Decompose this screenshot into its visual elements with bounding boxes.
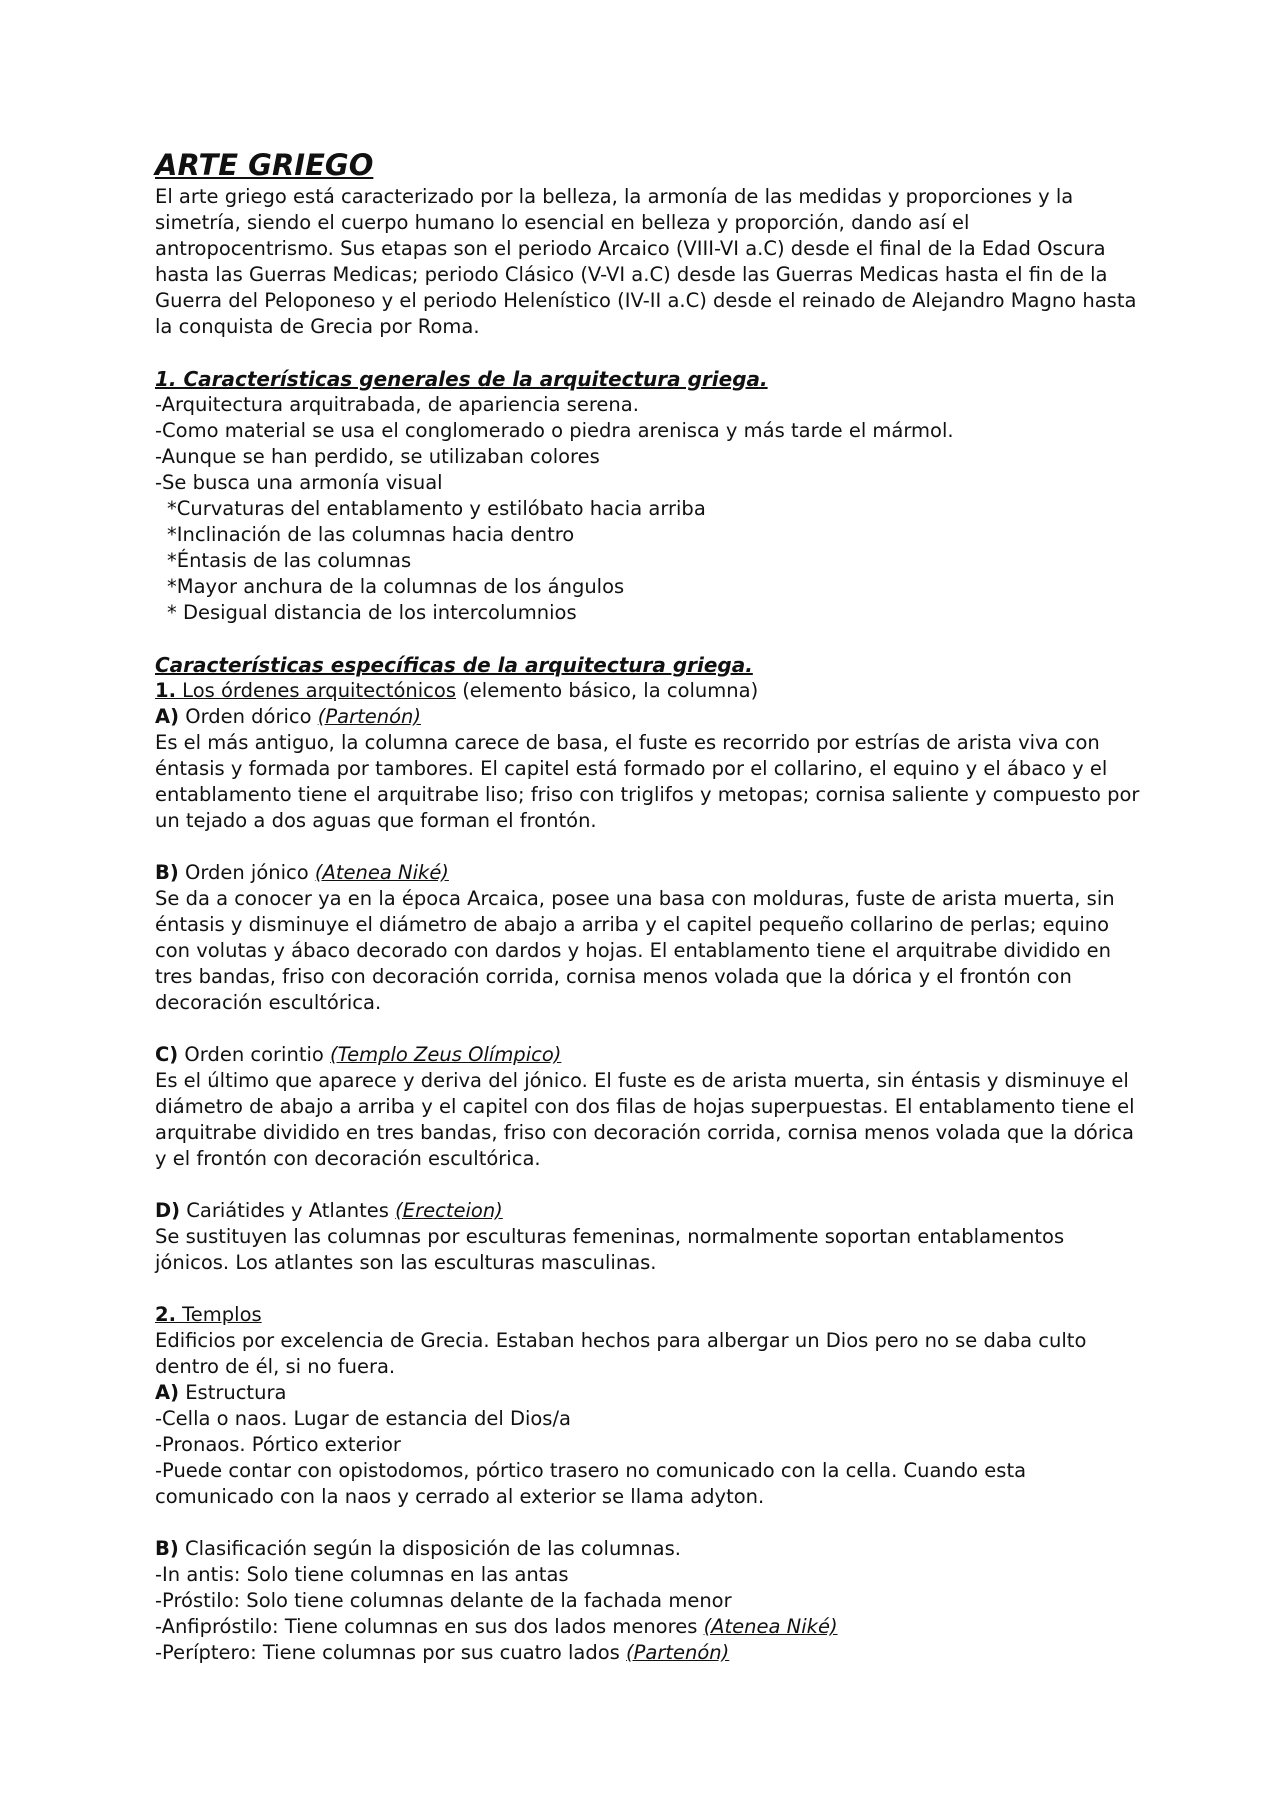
- classification-line: [155, 1640, 1140, 1666]
- order-letter: A): [155, 705, 180, 728]
- classification-heading: [155, 1536, 1140, 1562]
- structure-line: -Pronaos. Pórtico exterior: [155, 1433, 401, 1456]
- general-line: -Arquitectura arquitrabada, de apariencia serena.: [155, 393, 639, 416]
- structure-heading: [155, 1380, 1140, 1406]
- order-example: (Atenea Niké): [314, 861, 449, 884]
- order-description: Se sustituyen las columnas por esculturas femeninas, normalmente soportan entablamentos jónicos. Los atlantes son las esculturas masculinas.: [155, 1225, 1065, 1274]
- intro-paragraph: El arte griego está caracterizado por la belleza, la armonía de las medidas y proporciones y la simetría, siendo el cuerpo humano lo esencial en belleza y proporción, dando así el antropocentrismo. Sus etapas son el periodo Arcaico (VIII-VI a.C) desde el final de la Edad Oscura hasta las Guerras Medicas; periodo Clásico (V-VI a.C) desde las Guerras Medicas hasta el fin de la Guerra del Peloponeso y el periodo Helenístico (IV-II a.C) desde el reinado de Alejandro Magno hasta la conquista de Grecia por Roma.: [155, 185, 1137, 338]
- order-example: (Partenón): [317, 705, 421, 728]
- harmony-subline: *Inclinación de las columnas hacia dentro: [167, 523, 575, 546]
- classification-line: [155, 1614, 1140, 1640]
- subheading-orders: [155, 678, 1140, 704]
- section-heading-specific: Características específicas de la arquitectura griega.: [155, 653, 753, 677]
- order-name: Orden dórico: [179, 705, 318, 728]
- classification-text: -Períptero: Tiene columnas por sus cuatro lados: [155, 1641, 627, 1664]
- order-heading: [155, 704, 1140, 730]
- order-heading: [155, 860, 1140, 886]
- subheading-temples: [155, 1302, 1140, 1328]
- subheading-note: (elemento básico, la columna): [456, 679, 759, 702]
- order-letter: B): [155, 861, 179, 884]
- classification-text: -Anfipróstilo: Tiene columnas en sus dos lados menores: [155, 1615, 704, 1638]
- order-description: Se da a conocer ya en la época Arcaica, posee una basa con molduras, fuste de arista muerta, sin éntasis y disminuye el diámetro de abajo a arriba y el capitel pequeño collarino de perlas; equino con volutas y ábaco decorado con dardos y hojas. El entablamento tiene el arquitrabe dividido en tres bandas, friso con decoración corrida, cornisa menos volada que la dórica y el frontón con decoración escultórica.: [155, 887, 1115, 1014]
- order-name: Orden jónico: [178, 861, 315, 884]
- structure-line: -Puede contar con opistodomos, pórtico trasero no comunicado con la cella. Cuando esta comunicado con la naos y cerrado al exterior se llama adyton.: [155, 1459, 1027, 1508]
- order-example: (Templo Zeus Olímpico): [330, 1043, 562, 1066]
- structure-letter: A): [155, 1381, 180, 1404]
- order-heading: [155, 1042, 1140, 1068]
- harmony-subline: *Mayor anchura de la columnas de los ángulos: [167, 575, 625, 598]
- order-letter: C): [155, 1043, 179, 1066]
- order-example: (Erecteion): [395, 1199, 503, 1222]
- general-line: -Como material se usa el conglomerado o piedra arenisca y más tarde el mármol.: [155, 419, 954, 442]
- subheading-label: Templos: [175, 1303, 262, 1326]
- classification-line: -Próstilo: Solo tiene columnas delante de la fachada menor: [155, 1589, 732, 1612]
- section-heading-general: 1. Características generales de la arquitectura griega.: [155, 367, 768, 391]
- classification-example: (Atenea Niké): [703, 1615, 838, 1638]
- structure-name: Estructura: [179, 1381, 287, 1404]
- order-description: Es el último que aparece y deriva del jónico. El fuste es de arista muerta, sin éntasis y disminuye el diámetro de abajo a arriba y el capitel con dos filas de hojas superpuestas. El entablamento tiene el arquitrabe dividido en tres bandas, friso con decoración corrida, cornisa menos volada que la dórica y el frontón con decoración escultórica.: [155, 1069, 1135, 1170]
- order-letter: D): [155, 1199, 181, 1222]
- harmony-subline: *Curvaturas del entablamento y estilóbato hacia arriba: [167, 497, 706, 520]
- structure-line: -Cella o naos. Lugar de estancia del Dios/a: [155, 1407, 571, 1430]
- classification-line: -In antis: Solo tiene columnas en las antas: [155, 1563, 569, 1586]
- subheading-number: 2.: [155, 1303, 176, 1326]
- classification-letter: B): [155, 1537, 179, 1560]
- classification-example: (Partenón): [626, 1641, 730, 1664]
- temples-description: Edificios por excelencia de Grecia. Estaban hechos para albergar un Dios pero no se daba culto dentro de él, si no fuera.: [155, 1329, 1087, 1378]
- order-heading: [155, 1198, 1140, 1224]
- subheading-number: 1.: [155, 679, 176, 702]
- subheading-label: Los órdenes arquitectónicos: [175, 679, 456, 702]
- general-line: -Se busca una armonía visual: [155, 471, 443, 494]
- harmony-subline: * Desigual distancia de los intercolumnios: [167, 601, 577, 624]
- order-name: Orden corintio: [178, 1043, 331, 1066]
- harmony-subline: *Éntasis de las columnas: [167, 549, 412, 572]
- classification-name: Clasificación según la disposición de las columnas.: [178, 1537, 681, 1560]
- order-description: Es el más antiguo, la columna carece de basa, el fuste es recorrido por estrías de arista viva con éntasis y formada por tambores. El capitel está formado por el collarino, el equino y el ábaco y el entablamento tiene el arquitrabe liso; friso con triglifos y metopas; cornisa saliente y compuesto por un tejado a dos aguas que forman el frontón.: [155, 731, 1140, 832]
- document-title: ARTE GRIEGO: [155, 148, 374, 182]
- order-name: Cariátides y Atlantes: [180, 1199, 396, 1222]
- general-line: -Aunque se han perdido, se utilizaban colores: [155, 445, 600, 468]
